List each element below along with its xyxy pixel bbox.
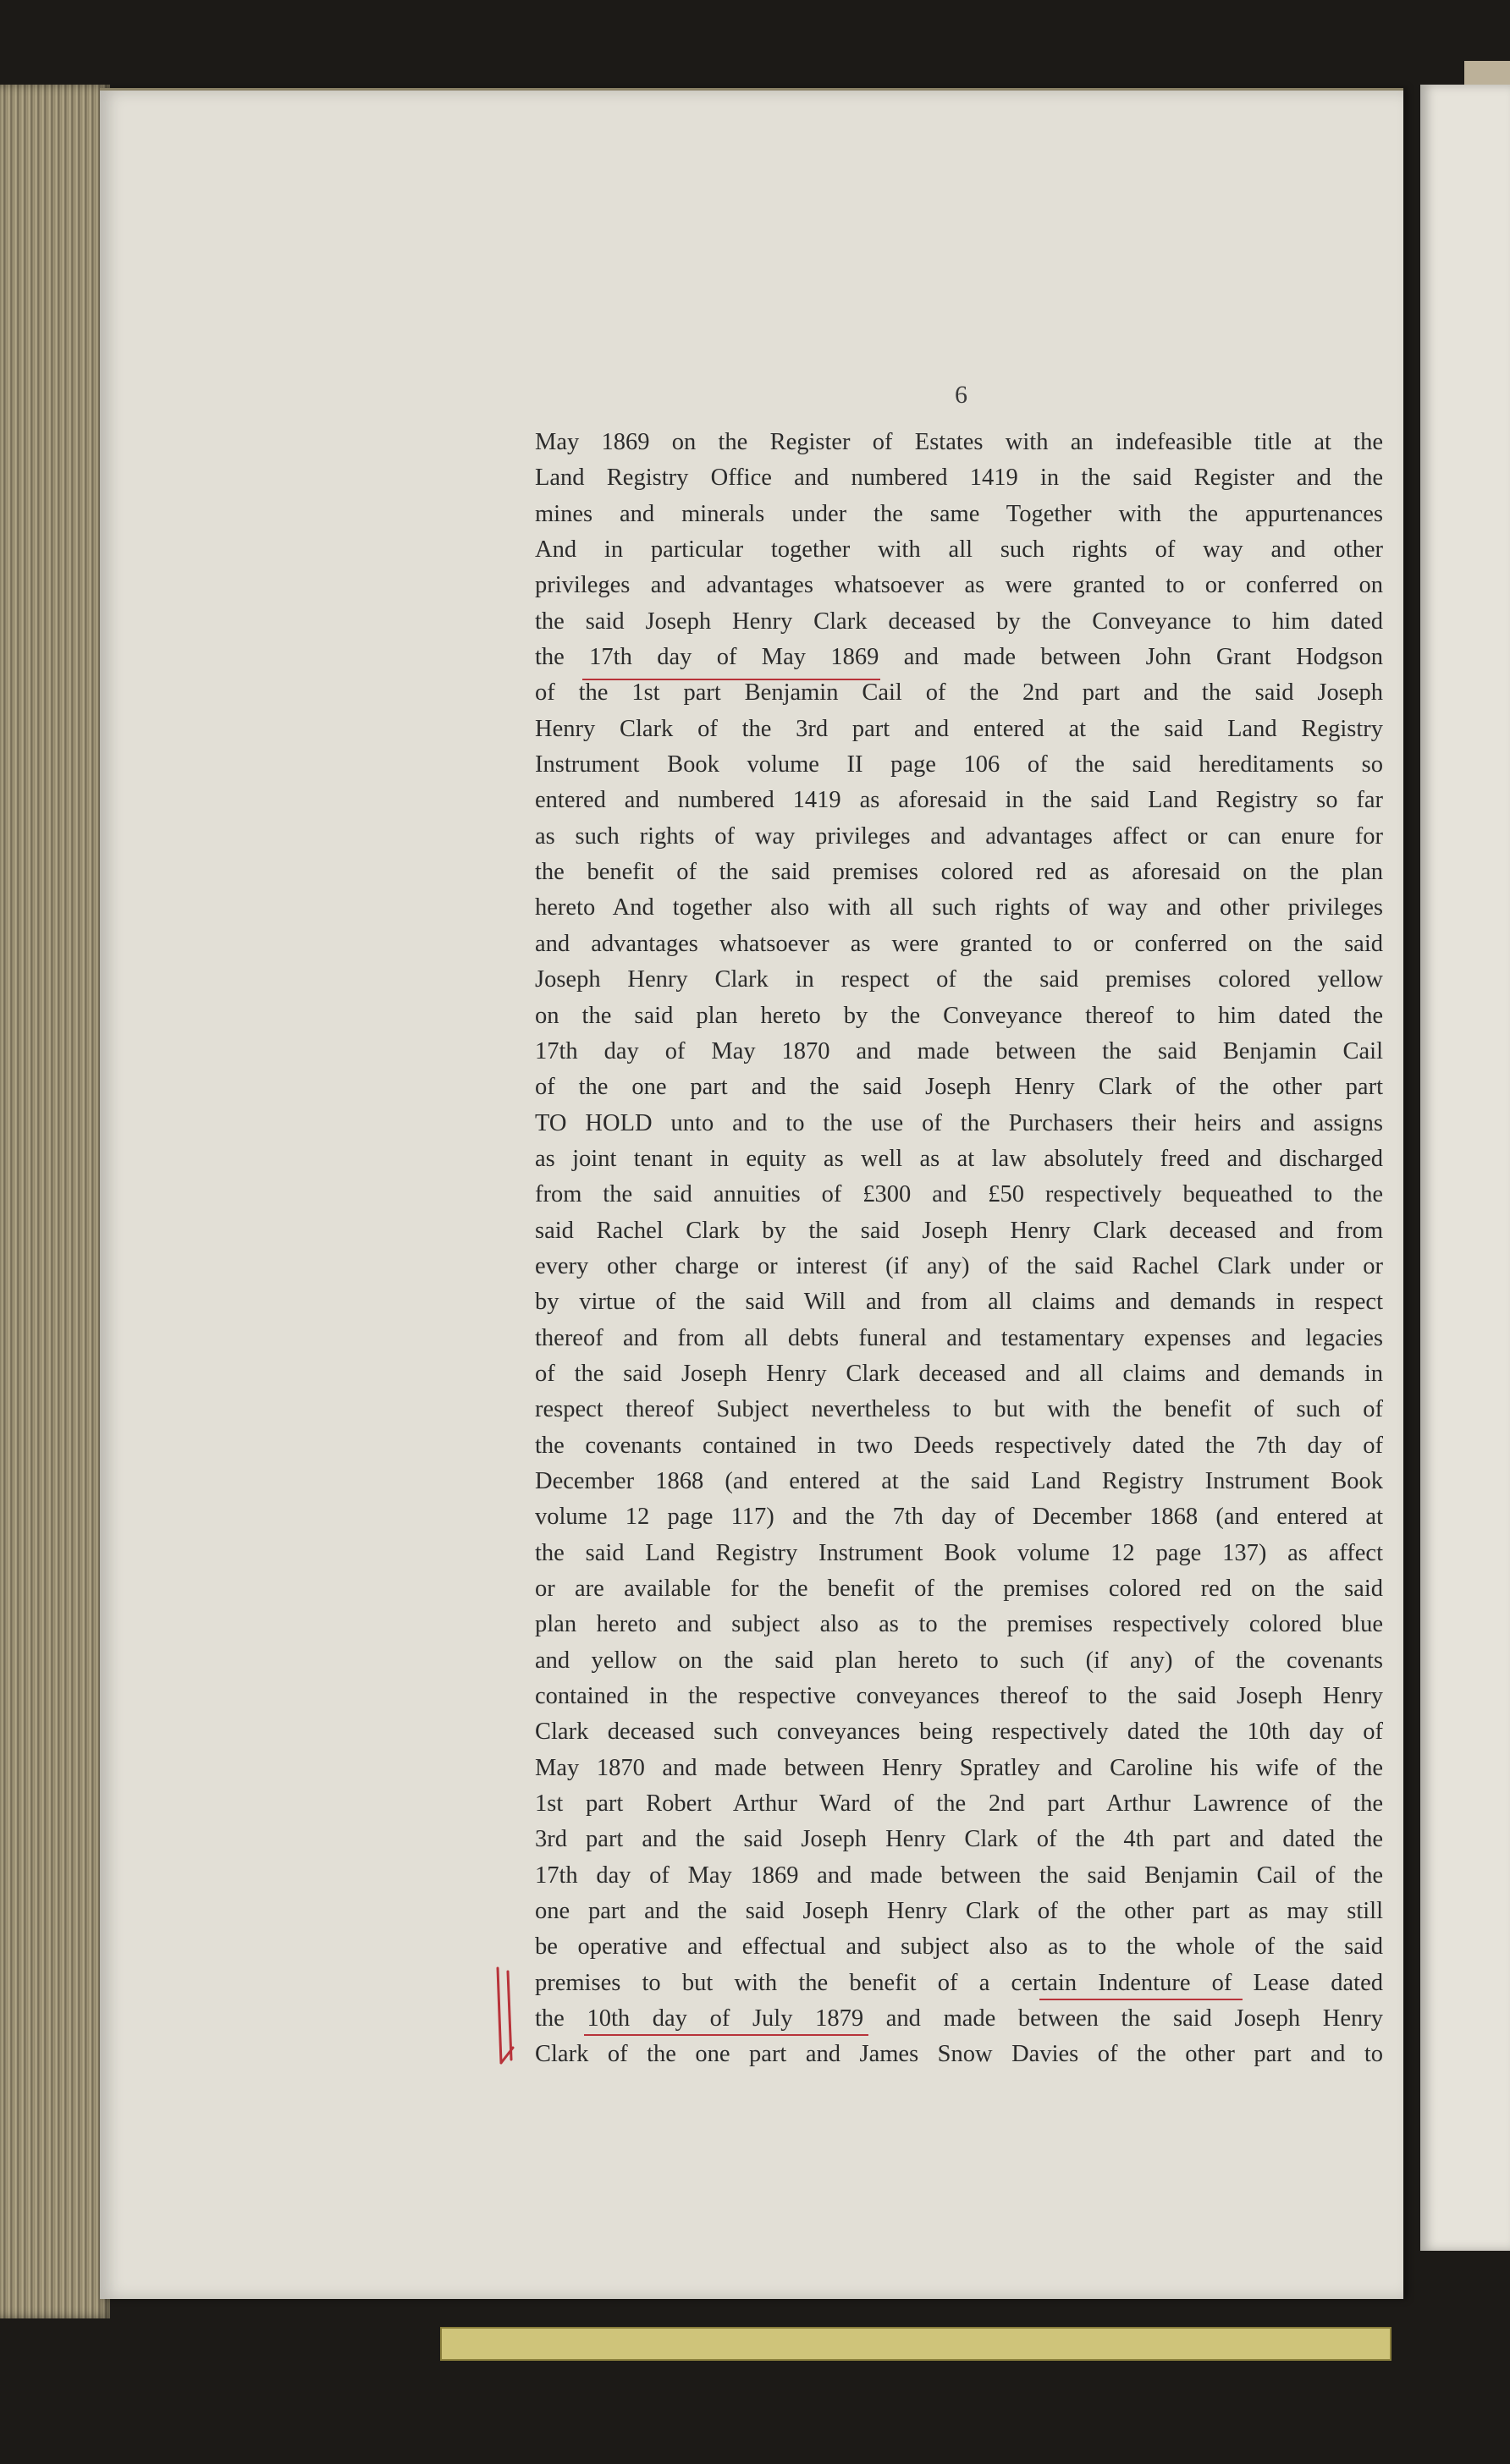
book-page-edges <box>0 85 110 2318</box>
text-line: the benefit of the said premises colored red as aforesaid on the plan <box>535 859 1383 886</box>
text-line: Clark of the one part and James Snow Davies of the other part and to <box>535 2041 1383 2068</box>
text-line: thereof and from all debts funeral and testamentary expenses and legacies <box>535 1324 1383 1351</box>
text-line: from the said annuities of £300 and £50 respectively bequeathed to the <box>535 1181 1383 1208</box>
text-line: the said Joseph Henry Clark deceased by the Conveyance to him dated <box>535 608 1383 635</box>
text-line: 17th day of May 1869 and made between the said Benjamin Cail of the <box>535 1862 1383 1889</box>
text-line: December 1868 (and entered at the said Land Registry Instrument Book <box>535 1467 1383 1494</box>
text-line: of the one part and the said Joseph Henry Clark of the other part <box>535 1074 1383 1101</box>
text-line: the 17th day of May 1869 and made between John Grant Hodgson <box>535 644 1383 671</box>
text-line: Clark deceased such conveyances being respectively dated the 10th day of <box>535 1719 1383 1746</box>
text-line: and yellow on the said plan hereto to such (if any) of the covenants <box>535 1647 1383 1674</box>
text-line: every other charge or interest (if any) of the said Rachel Clark under or <box>535 1252 1383 1279</box>
text-line: as such rights of way privileges and advantages affect or can enure for <box>535 822 1383 850</box>
text-line: as joint tenant in equity as well as at law absolutely freed and discharged <box>535 1145 1383 1172</box>
text-line: the said Land Registry Instrument Book volume 12 page 137) as affect <box>535 1539 1383 1566</box>
text-line: plan hereto and subject also as to the premises respectively colored blue <box>535 1611 1383 1638</box>
text-line: 3rd part and the said Joseph Henry Clark of the 4th part and dated the <box>535 1826 1383 1853</box>
text-line: respect thereof Subject nevertheless to but with the benefit of such of <box>535 1396 1383 1423</box>
deed-body-text <box>535 425 1383 2073</box>
text-line: premises to but with the benefit of a certain Indenture of Lease dated <box>535 1969 1383 1996</box>
text-line: and advantages whatsoever as were granted to or conferred on the said <box>535 930 1383 957</box>
text-line: the covenants contained in two Deeds respectively dated the 7th day of <box>535 1432 1383 1459</box>
text-line: by virtue of the said Will and from all claims and demands in respect <box>535 1289 1383 1316</box>
text-line: said Rachel Clark by the said Joseph Henry Clark deceased and from <box>535 1217 1383 1244</box>
text-line: entered and numbered 1419 as aforesaid in the said Land Registry so far <box>535 787 1383 814</box>
text-line: of the 1st part Benjamin Cail of the 2nd part and the said Joseph <box>535 679 1383 707</box>
text-line: mines and minerals under the same Together with the appurtenances <box>535 500 1383 527</box>
red-underline-indenture-of <box>1039 1999 1243 2000</box>
text-line: Henry Clark of the 3rd part and entered at the said Land Registry <box>535 715 1383 742</box>
text-line: May 1869 on the Register of Estates with an indefeasible title at the <box>535 429 1383 455</box>
text-line: 1st part Robert Arthur Ward of the 2nd part Arthur Lawrence of the <box>535 1790 1383 1818</box>
text-line: May 1870 and made between Henry Spratley and Caroline his wife of the <box>535 1754 1383 1781</box>
text-line: 17th day of May 1870 and made between the said Benjamin Cail <box>535 1037 1383 1064</box>
text-line: hereto And together also with all such rights of way and other privileges <box>535 894 1383 921</box>
text-line: And in particular together with all such rights of way and other <box>535 536 1383 564</box>
margin-annotation-mark <box>493 1965 518 2066</box>
red-underline-may-1869 <box>582 679 880 680</box>
text-line: on the said plan hereto by the Conveyance thereof to him dated the <box>535 1002 1383 1029</box>
text-line: of the said Joseph Henry Clark deceased and all claims and demands in <box>535 1360 1383 1387</box>
adjacent-page-edge <box>1420 85 1510 2251</box>
text-line: volume 12 page 117) and the 7th day of December 1868 (and entered at <box>535 1504 1383 1531</box>
text-line: Instrument Book volume II page 106 of the said hereditaments so <box>535 751 1383 778</box>
text-line: one part and the said Joseph Henry Clark of the other part as may still <box>535 1898 1383 1925</box>
text-line: privileges and advantages whatsoever as were granted to or conferred on <box>535 572 1383 599</box>
book-edge-strip <box>1464 61 1510 86</box>
text-line: contained in the respective conveyances thereof to the said Joseph Henry <box>535 1683 1383 1710</box>
bottom-binding-strip <box>440 2327 1392 2361</box>
text-line: or are available for the benefit of the premises colored red on the said <box>535 1576 1383 1602</box>
text-line: TO HOLD unto and to the use of the Purchasers their heirs and assigns <box>535 1109 1383 1136</box>
text-line: the 10th day of July 1879 and made between the said Joseph Henry <box>535 2005 1383 2032</box>
text-line: be operative and effectual and subject also as to the whole of the said <box>535 1933 1383 1961</box>
red-underline-july-1879 <box>584 2034 868 2036</box>
page-number: 6 <box>955 381 967 409</box>
text-line: Land Registry Office and numbered 1419 in the said Register and the <box>535 465 1383 492</box>
text-line: Joseph Henry Clark in respect of the said premises colored yellow <box>535 966 1383 993</box>
